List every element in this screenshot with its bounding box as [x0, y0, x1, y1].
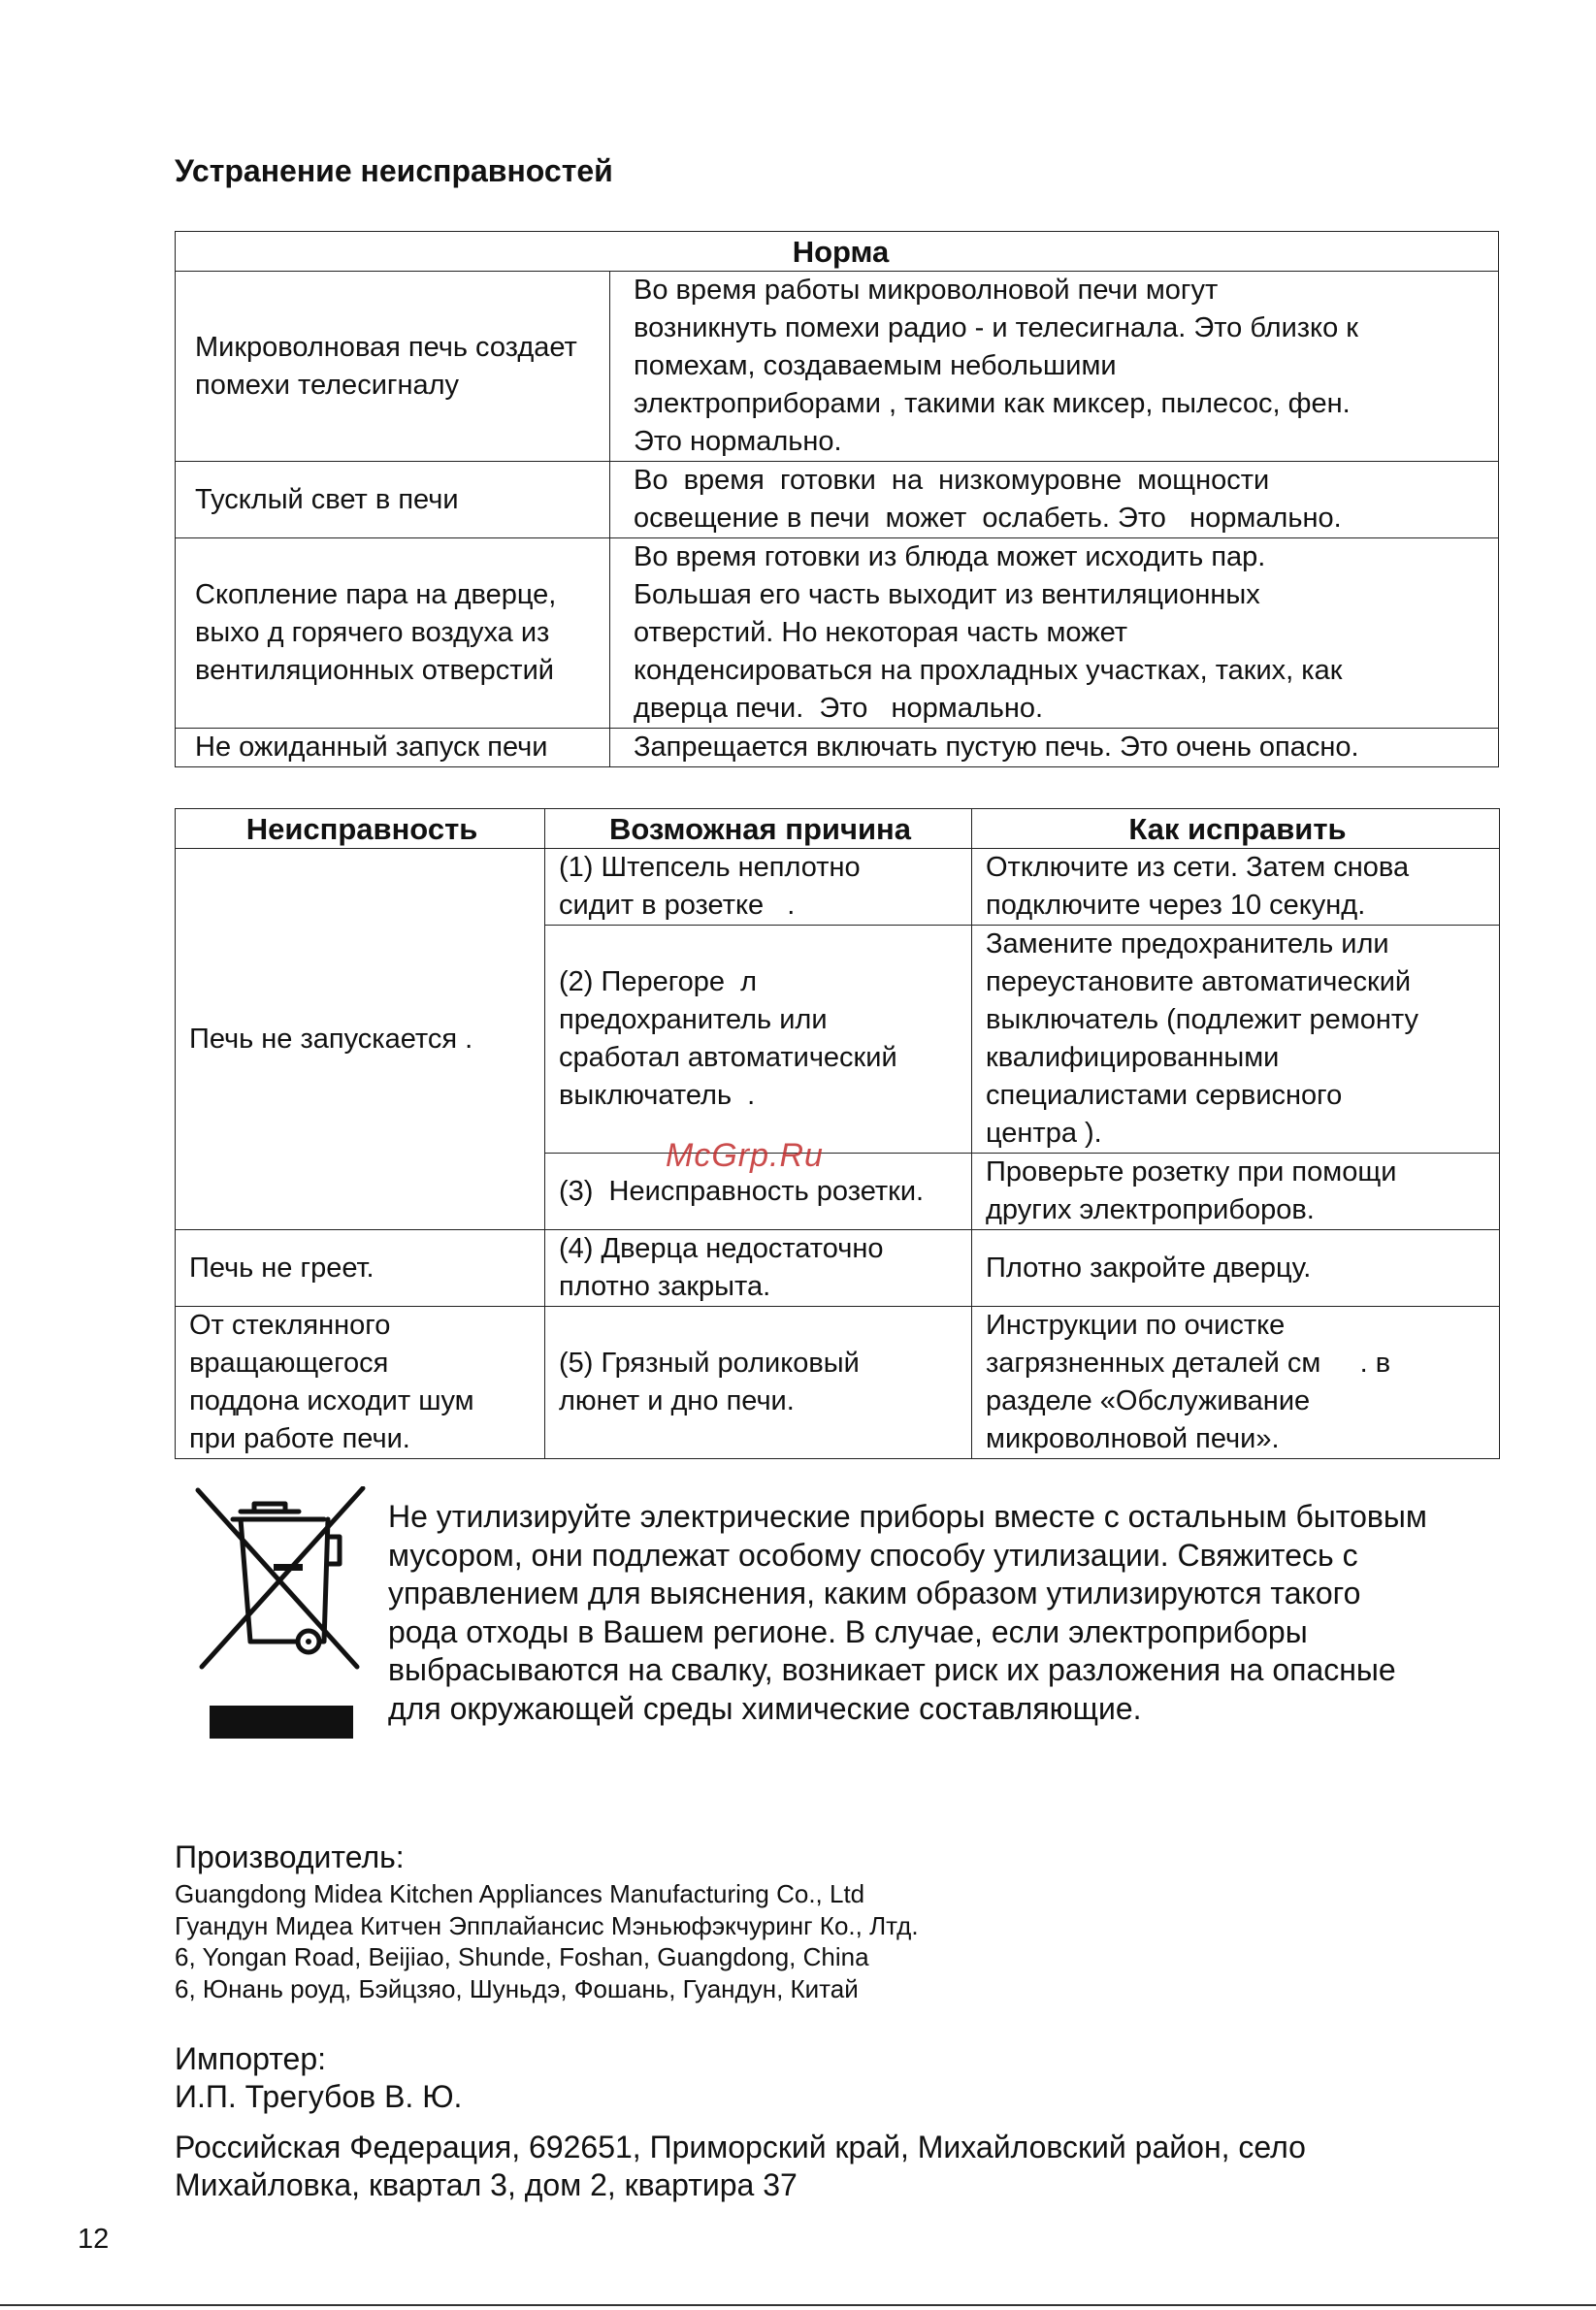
norm-issue-line: вентиляционных отверстий	[195, 655, 554, 686]
importer-heading: Импортер:	[175, 2041, 326, 2076]
norm-explanation-line: помехам, создаваемым небольшими	[634, 350, 1117, 381]
troubleshooting-table	[175, 808, 1500, 1459]
fix-line: загрязненных деталей см . в	[986, 1348, 1391, 1379]
norm-issue	[176, 462, 610, 538]
fix-cell	[972, 926, 1500, 1154]
manufacturer-details	[175, 1878, 919, 2004]
importer-address-line: Михайловка, квартал 3, дом 2, квартира 37	[175, 2167, 798, 2202]
disposal-line: Не утилизируйте электрические приборы вместе с остальным бытовым	[388, 1499, 1427, 1534]
manufacturer-line: 6, Юнань роуд, Бэйцзяо, Шуньдэ, Фошань, Гуандун, Китай	[175, 1973, 859, 2003]
norm-explanation-line: электроприборами , такими как миксер, пылесос, фен.	[634, 388, 1351, 419]
disposal-line: управлением для выяснения, каким образом утилизируются такого	[388, 1576, 1361, 1610]
trouble-row	[176, 1307, 1500, 1459]
fix-cell	[972, 849, 1500, 926]
fix-line: выключатель (подлежит ремонту	[986, 1004, 1418, 1035]
norm-issue-line: Скопление пара на дверце,	[195, 579, 557, 610]
manufacturer-line: Guangdong Midea Kitchen Appliances Manufacturing Co., Ltd	[175, 1879, 865, 1908]
norm-explanation-line: дверца печи. Это нормально.	[634, 693, 1044, 724]
fix-line: Отключите из сети. Затем снова	[986, 852, 1410, 883]
cause-line: плотно закрыта.	[559, 1271, 771, 1302]
trouble-row	[176, 1230, 1500, 1307]
watermark: McGrp.Ru	[666, 1137, 824, 1174]
header-fix: Как исправить	[972, 809, 1500, 849]
fix-line: микроволновой печи».	[986, 1423, 1280, 1454]
norm-explanation	[610, 272, 1499, 462]
fix-line: Проверьте розетку при помощи	[986, 1156, 1397, 1188]
norm-issue	[176, 538, 610, 729]
manufacturer-line: 6, Yongan Road, Beijiao, Shunde, Foshan, Guangdong, China	[175, 1942, 869, 1971]
importer-address-line: Российская Федерация, 692651, Приморский край, Михайловский район, село	[175, 2130, 1306, 2164]
disposal-line: рода отходы в Вашем регионе. В случае, если электроприборы	[388, 1613, 1308, 1649]
cause-line: (5) Грязный роликовый	[559, 1348, 860, 1379]
trouble-header-row	[176, 809, 1500, 849]
fix-line: Инструкции по очистке	[986, 1310, 1286, 1341]
norm-issue-line: Микроволновая печь создает	[195, 331, 577, 363]
cause-line: (1) Штепсель неплотно	[559, 852, 861, 883]
norm-issue-line: Тусклый свет в печи	[195, 483, 459, 515]
norm-explanation-line: конденсироваться на прохладных участках, таких, как	[634, 655, 1343, 686]
disposal-notice	[388, 1498, 1504, 1728]
cause-cell	[545, 1230, 972, 1307]
norm-header: Норма	[176, 232, 1499, 272]
problem-cell	[176, 1307, 545, 1459]
header-cause: Возможная причина	[545, 809, 972, 849]
norm-table	[175, 231, 1499, 767]
norm-explanation	[610, 729, 1499, 767]
cause-line: (3) Неисправность розетки.	[559, 1175, 925, 1207]
trouble-row	[176, 849, 1500, 926]
norm-explanation-line: Это нормально.	[634, 426, 842, 457]
norm-issue-line: помехи телесигналу	[195, 369, 460, 401]
cause-line: сидит в розетке .	[559, 890, 796, 921]
fix-cell	[972, 1154, 1500, 1230]
norm-issue	[176, 272, 610, 462]
fix-line: переустановите автоматический	[986, 966, 1412, 997]
fix-line: разделе «Обслуживание	[986, 1385, 1311, 1416]
norm-explanation-line: освещение в печи может ослабеть. Это нормально.	[634, 503, 1342, 534]
problem-line: при работе печи.	[189, 1423, 410, 1454]
cause-line: люнет и дно печи.	[559, 1385, 795, 1416]
cause-line: (2) Перегоре л	[559, 966, 758, 997]
cause-cell	[545, 1307, 972, 1459]
norm-issue-line: выхо д горячего воздуха из	[195, 617, 550, 648]
norm-explanation-line: возникнуть помехи радио - и телесигнала. Это близко к	[634, 312, 1358, 343]
disposal-line: для окружающей среды химические составляющие.	[388, 1690, 1142, 1726]
problem-line: вращающегося	[189, 1348, 389, 1379]
norm-row	[176, 462, 1499, 538]
norm-explanation-line: Во время готовки на низкомуровне мощности	[634, 465, 1270, 496]
norm-issue	[176, 729, 610, 767]
crossed-out-wheelie-bin-icon	[190, 1486, 371, 1742]
norm-header-row	[176, 232, 1499, 272]
norm-row	[176, 729, 1499, 767]
norm-explanation-line: Во время готовки из блюда может исходить пар.	[634, 541, 1266, 572]
norm-row	[176, 272, 1499, 462]
norm-explanation-line: Во время работы микроволновой печи могут	[634, 275, 1219, 306]
fix-line: центра ).	[986, 1118, 1102, 1149]
problem-cell: Печь не запускается .	[176, 849, 545, 1230]
bottom-rule	[0, 2304, 1596, 2306]
manufacturer-heading: Производитель:	[175, 1839, 405, 1874]
fix-line: Плотно закройте дверцу.	[986, 1252, 1312, 1284]
norm-issue-line: Не ожиданный запуск печи	[195, 732, 548, 763]
fix-line: специалистами сервисного	[986, 1080, 1343, 1111]
cause-line: сработал автоматический	[559, 1042, 897, 1073]
norm-explanation	[610, 538, 1499, 729]
importer-address	[175, 2129, 1436, 2204]
norm-explanation-line: отверстий. Но некоторая часть может	[634, 617, 1128, 648]
norm-explanation-line: Большая его часть выходит из вентиляционных	[634, 579, 1260, 610]
problem-line: От стеклянного	[189, 1310, 391, 1341]
fix-cell	[972, 1307, 1500, 1459]
fix-cell	[972, 1230, 1500, 1307]
cause-line: предохранитель или	[559, 1004, 828, 1035]
problem-cell: Печь не греет.	[176, 1230, 545, 1307]
importer-name: И.П. Трегубов В. Ю.	[175, 2079, 463, 2114]
cause-line: выключатель .	[559, 1080, 756, 1111]
manufacturer-line: Гуандун Мидеа Китчен Эпплайансис Мэньюфэкчуринг Ко., Лтд.	[175, 1910, 919, 1940]
norm-explanation	[610, 462, 1499, 538]
disposal-line: мусором, они подлежат особому способу утилизации. Свяжитесь с	[388, 1537, 1358, 1573]
fix-line: квалифицированными	[986, 1042, 1280, 1073]
fix-line: других электроприборов.	[986, 1194, 1315, 1225]
norm-explanation-line: Запрещается включать пустую печь. Это очень опасно.	[634, 732, 1359, 763]
cause-cell	[545, 849, 972, 926]
fix-line: Замените предохранитель или	[986, 928, 1389, 960]
cause-line: (4) Дверца недостаточно	[559, 1233, 884, 1264]
problem-line: поддона исходит шум	[189, 1385, 474, 1416]
fix-line: подключите через 10 секунд.	[986, 890, 1366, 921]
page-title: Устранение неисправностей	[175, 153, 613, 188]
norm-row	[176, 538, 1499, 729]
disposal-line: выбрасываются на свалку, возникает риск их разложения на опасные	[388, 1652, 1396, 1687]
header-problem: Неисправность	[176, 809, 545, 849]
page-number: 12	[78, 2224, 110, 2255]
cause-cell	[545, 926, 972, 1154]
